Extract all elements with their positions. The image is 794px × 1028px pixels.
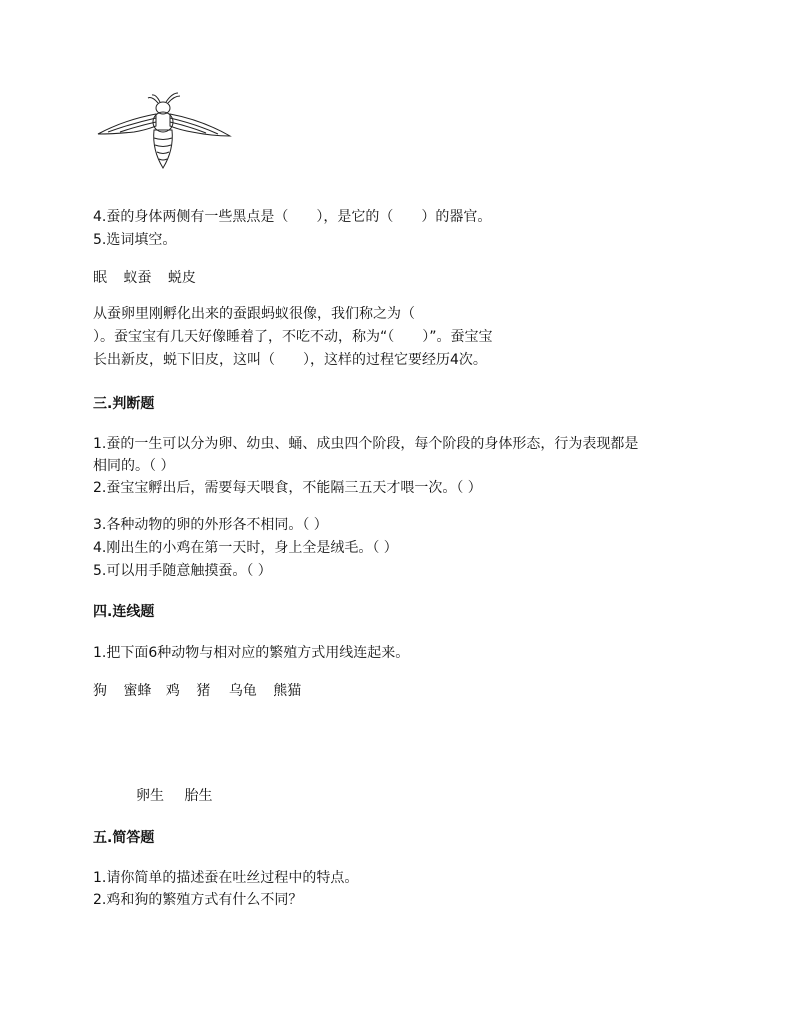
word-item: 蚁蚕 [123,270,152,286]
judgement-question-3: 3.各种动物的卵的外形各不相同。（ ） [93,517,328,533]
animal-item: 狗 [93,683,107,699]
judgement-question-1-cont: 相同的。（ ） [93,458,175,474]
word-bank [93,267,208,289]
animal-item: 鸡 [165,683,180,699]
word-item: 眠 [93,270,107,286]
judgement-question-5: 5.可以用手随意触摸蚕。（ ） [93,563,272,579]
animal-item: 蜜蜂 [123,683,152,699]
section-title-short-answer: 五.简答题 [93,830,155,846]
matching-question-1: 1.把下面6种动物与相对应的繁殖方式用线连起来。 [93,645,410,661]
word-item: 蜕皮 [167,270,196,286]
short-answer-question-2: 2.鸡和狗的繁殖方式有什么不同？ [93,892,303,908]
fill-paragraph-line: 从蚕卵里刚孵化出来的蚕跟蚂蚁很像，我们称之为（ [93,306,415,322]
section-title-judgement: 三.判断题 [93,396,155,412]
animal-list [93,680,301,702]
method-list [136,785,212,807]
fill-paragraph-line: 长出新皮，蜕下旧皮，这叫（ ），这样的过程它要经历4次。 [93,352,487,368]
short-answer-question-1: 1.请你简单的描述蚕在吐丝过程中的特点。 [93,870,359,886]
fill-blank-question-5: 5.选词填空。 [93,232,177,248]
animal-item: 熊猫 [273,683,302,699]
judgement-question-2: 2.蚕宝宝孵出后，需要每天喂食，不能隔三五天才喂一次。（ ） [93,480,482,496]
fill-paragraph-line: ）。蚕宝宝有几天好像睡着了，不吃不动，称为“（ ）”。蚕宝宝 [93,329,493,345]
section-title-matching: 四.连线题 [93,604,155,620]
judgement-question-1: 1.蚕的一生可以分为卵、幼虫、蛹、成虫四个阶段，每个阶段的身体形态，行为表现都是 [93,436,639,452]
method-item: 卵生 [136,788,164,804]
fill-blank-question-4: 4.蚕的身体两侧有一些黑点是（ ），是它的（ ）的器官。 [93,209,492,225]
animal-item: 乌龟 [228,683,257,699]
judgement-question-4: 4.刚出生的小鸡在第一天时，身上全是绒毛。（ ） [93,540,398,556]
moth-icon [94,92,234,174]
animal-item: 猪 [196,683,211,699]
method-item: 胎生 [184,788,213,804]
